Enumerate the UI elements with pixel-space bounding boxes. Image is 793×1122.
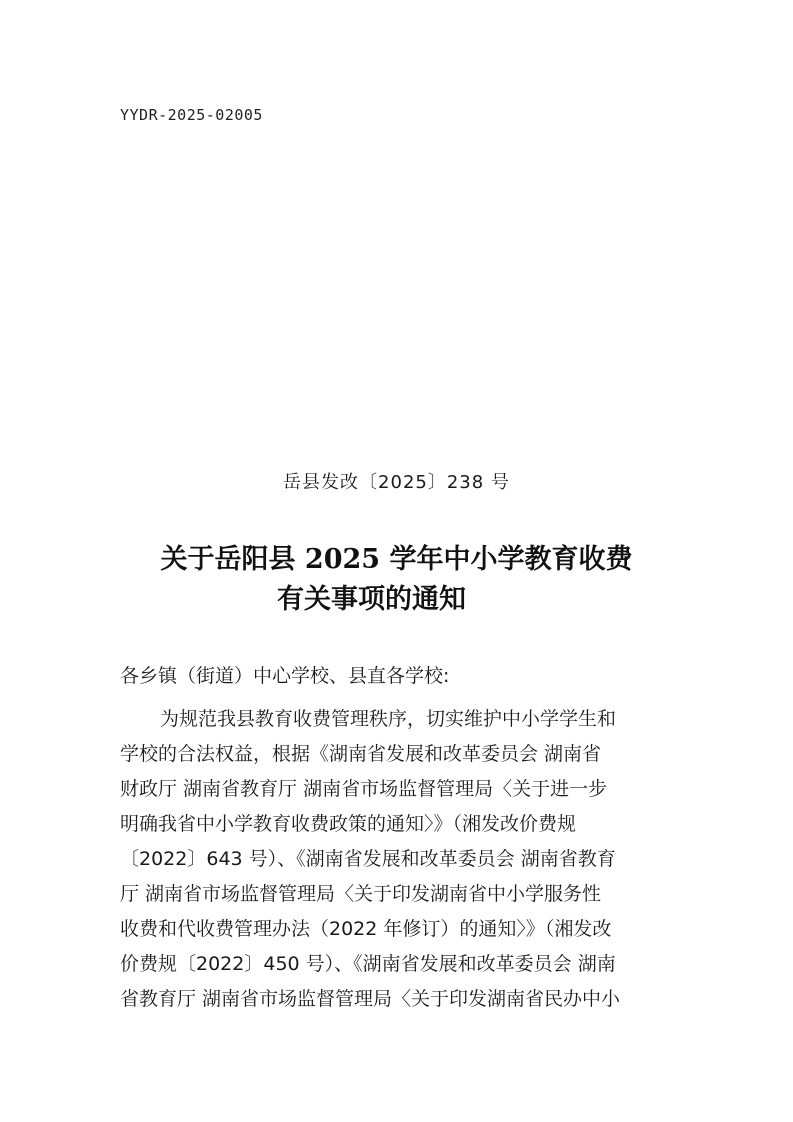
body-line: 〔2022〕643 号）、《湖南省发展和改革委员会 湖南省教育	[120, 848, 616, 870]
body-line: 收费和代收费管理办法（2022 年修订）的通知〉》（湘发改	[120, 918, 612, 940]
salutation: 各乡镇（街道）中心学校、县直各学校:	[120, 665, 450, 687]
body-line: 学校的合法权益，根据《湖南省发展和改革委员会 湖南省	[120, 743, 602, 765]
title-line-1: 关于岳阳县 2025 学年中小学教育收费	[160, 544, 633, 575]
body-line: 价费规〔2022〕450 号）、《湖南省发展和改革委员会 湖南	[120, 953, 616, 975]
title-line-2: 有关事项的通知	[277, 584, 466, 615]
document-code: YYDR-2025-02005	[120, 106, 263, 124]
document-number: 岳县发改〔2025〕238 号	[283, 472, 510, 493]
body-line: 为规范我县教育收费管理秩序，切实维护中小学学生和	[160, 708, 617, 730]
body-line: 省教育厅 湖南省市场监督管理局〈关于印发湖南省民办中小	[120, 988, 621, 1010]
body-line: 明确我省中小学教育收费政策的通知〉》（湘发改价费规	[120, 813, 577, 835]
body-text	[120, 702, 680, 1017]
body-line: 厅 湖南省市场监督管理局〈关于印发湖南省中小学服务性	[120, 883, 602, 905]
document-title	[0, 540, 793, 620]
body-line: 财政厅 湖南省教育厅 湖南省市场监督管理局〈关于进一步	[120, 778, 608, 800]
